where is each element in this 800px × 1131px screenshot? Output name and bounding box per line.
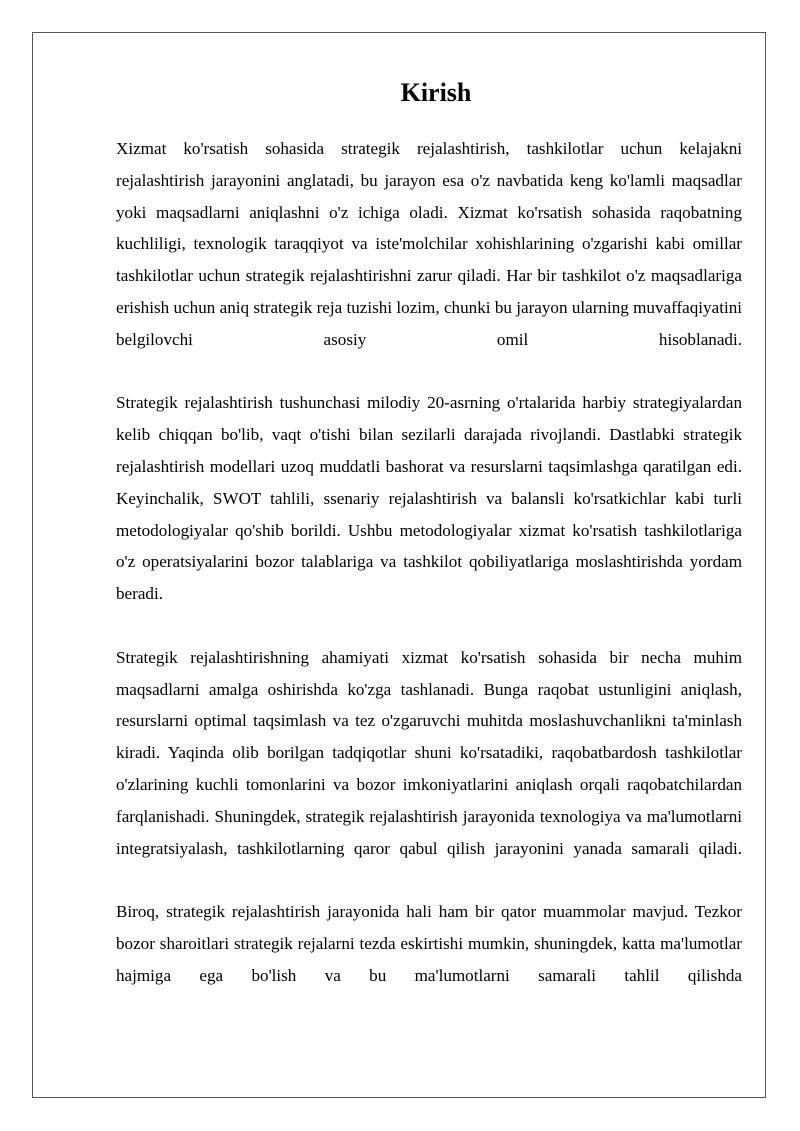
page-title: Kirish [400, 78, 472, 107]
page-content [116, 77, 742, 1023]
paragraph-importance: Strategik rejalashtirishning ahamiyati xizmat ko'rsatish sohasida bir necha muhim maqsadlarni amalga oshirishda ko'zga tashlanadi. Bunga raqobat ustunligini aniqlash, resurslarni optimal taqsimlash va tez o'zgaruvchi muhitda moslashuvchanlikni ta'minlash kiradi. Yaqinda olib borilgan tadqiqotlar shuni ko'rsatadiki, raqobatbardosh tashkilotlar o'zlarining kuchli tomonlarini va bozor imkoniyatlarini aniqlash orqali raqobatchilardan farqlanishadi. Shuningdek, strategik rejalashtirish jarayonida texnologiya va ma'lumotlarni integratsiyalash, tashkilotlarning qaror qabul qilish jarayonini yanada samarali qiladi. [116, 647, 742, 858]
paragraph-intro: Xizmat ko'rsatish sohasida strategik rejalashtirish, tashkilotlar uchun kelajakni rejalashtirish jarayonini anglatadi, bu jarayon esa o'z navbatida keng ko'lamli maqsadlar yoki maqsadlarni aniqlashni o'z ichiga oladi. Xizmat ko'rsatish sohasida raqobatning kuchliligi, texnologik taraqqiyot va iste'molchilar xohishlarining o'zgarishi kabi omillar tashkilotlar uchun strategik rejalashtirishni zarur qiladi. Har bir tashkilot o'z maqsadlariga erishish uchun aniq strategik reja tuzishi lozim, chunki bu jarayon ularning muvaffaqiyatini belgilovchi asosiy omil hisoblanadi. [116, 139, 742, 349]
document-page [32, 32, 766, 1098]
paragraph-challenges: Biroq, strategik rejalashtirish jarayonida hali ham bir qator muammolar mavjud. Tezkor bozor sharoitlari strategik rejalarni tezda eskirtishi mumkin, shuningdek, katta ma'lumotlar hajmiga ega bo'lish va bu ma'lumotlarni samarali tahlil qilishda [116, 902, 742, 985]
paragraph-history: Strategik rejalashtirish tushunchasi milodiy 20-asrning o'rtalarida harbiy strategiyalardan kelib chiqqan bo'lib, vaqt o'tishi bilan sezilarli darajada rivojlandi. Dastlabki strategik rejalashtirish modellari uzoq muddatli bashorat va resurslarni taqsimlashga qaratilgan edi. Keyinchalik, SWOT tahlili, ssenariy rejalashtirish va balansli ko'rsatkichlar kabi turli metodologiyalar qo'shib borildi. Ushbu metodologiyalar xizmat ko'rsatish tashkilotlariga o'z operatsiyalarini bozor talablariga va tashkilot qobiliyatlariga moslashtirishda yordam beradi. [116, 393, 742, 604]
